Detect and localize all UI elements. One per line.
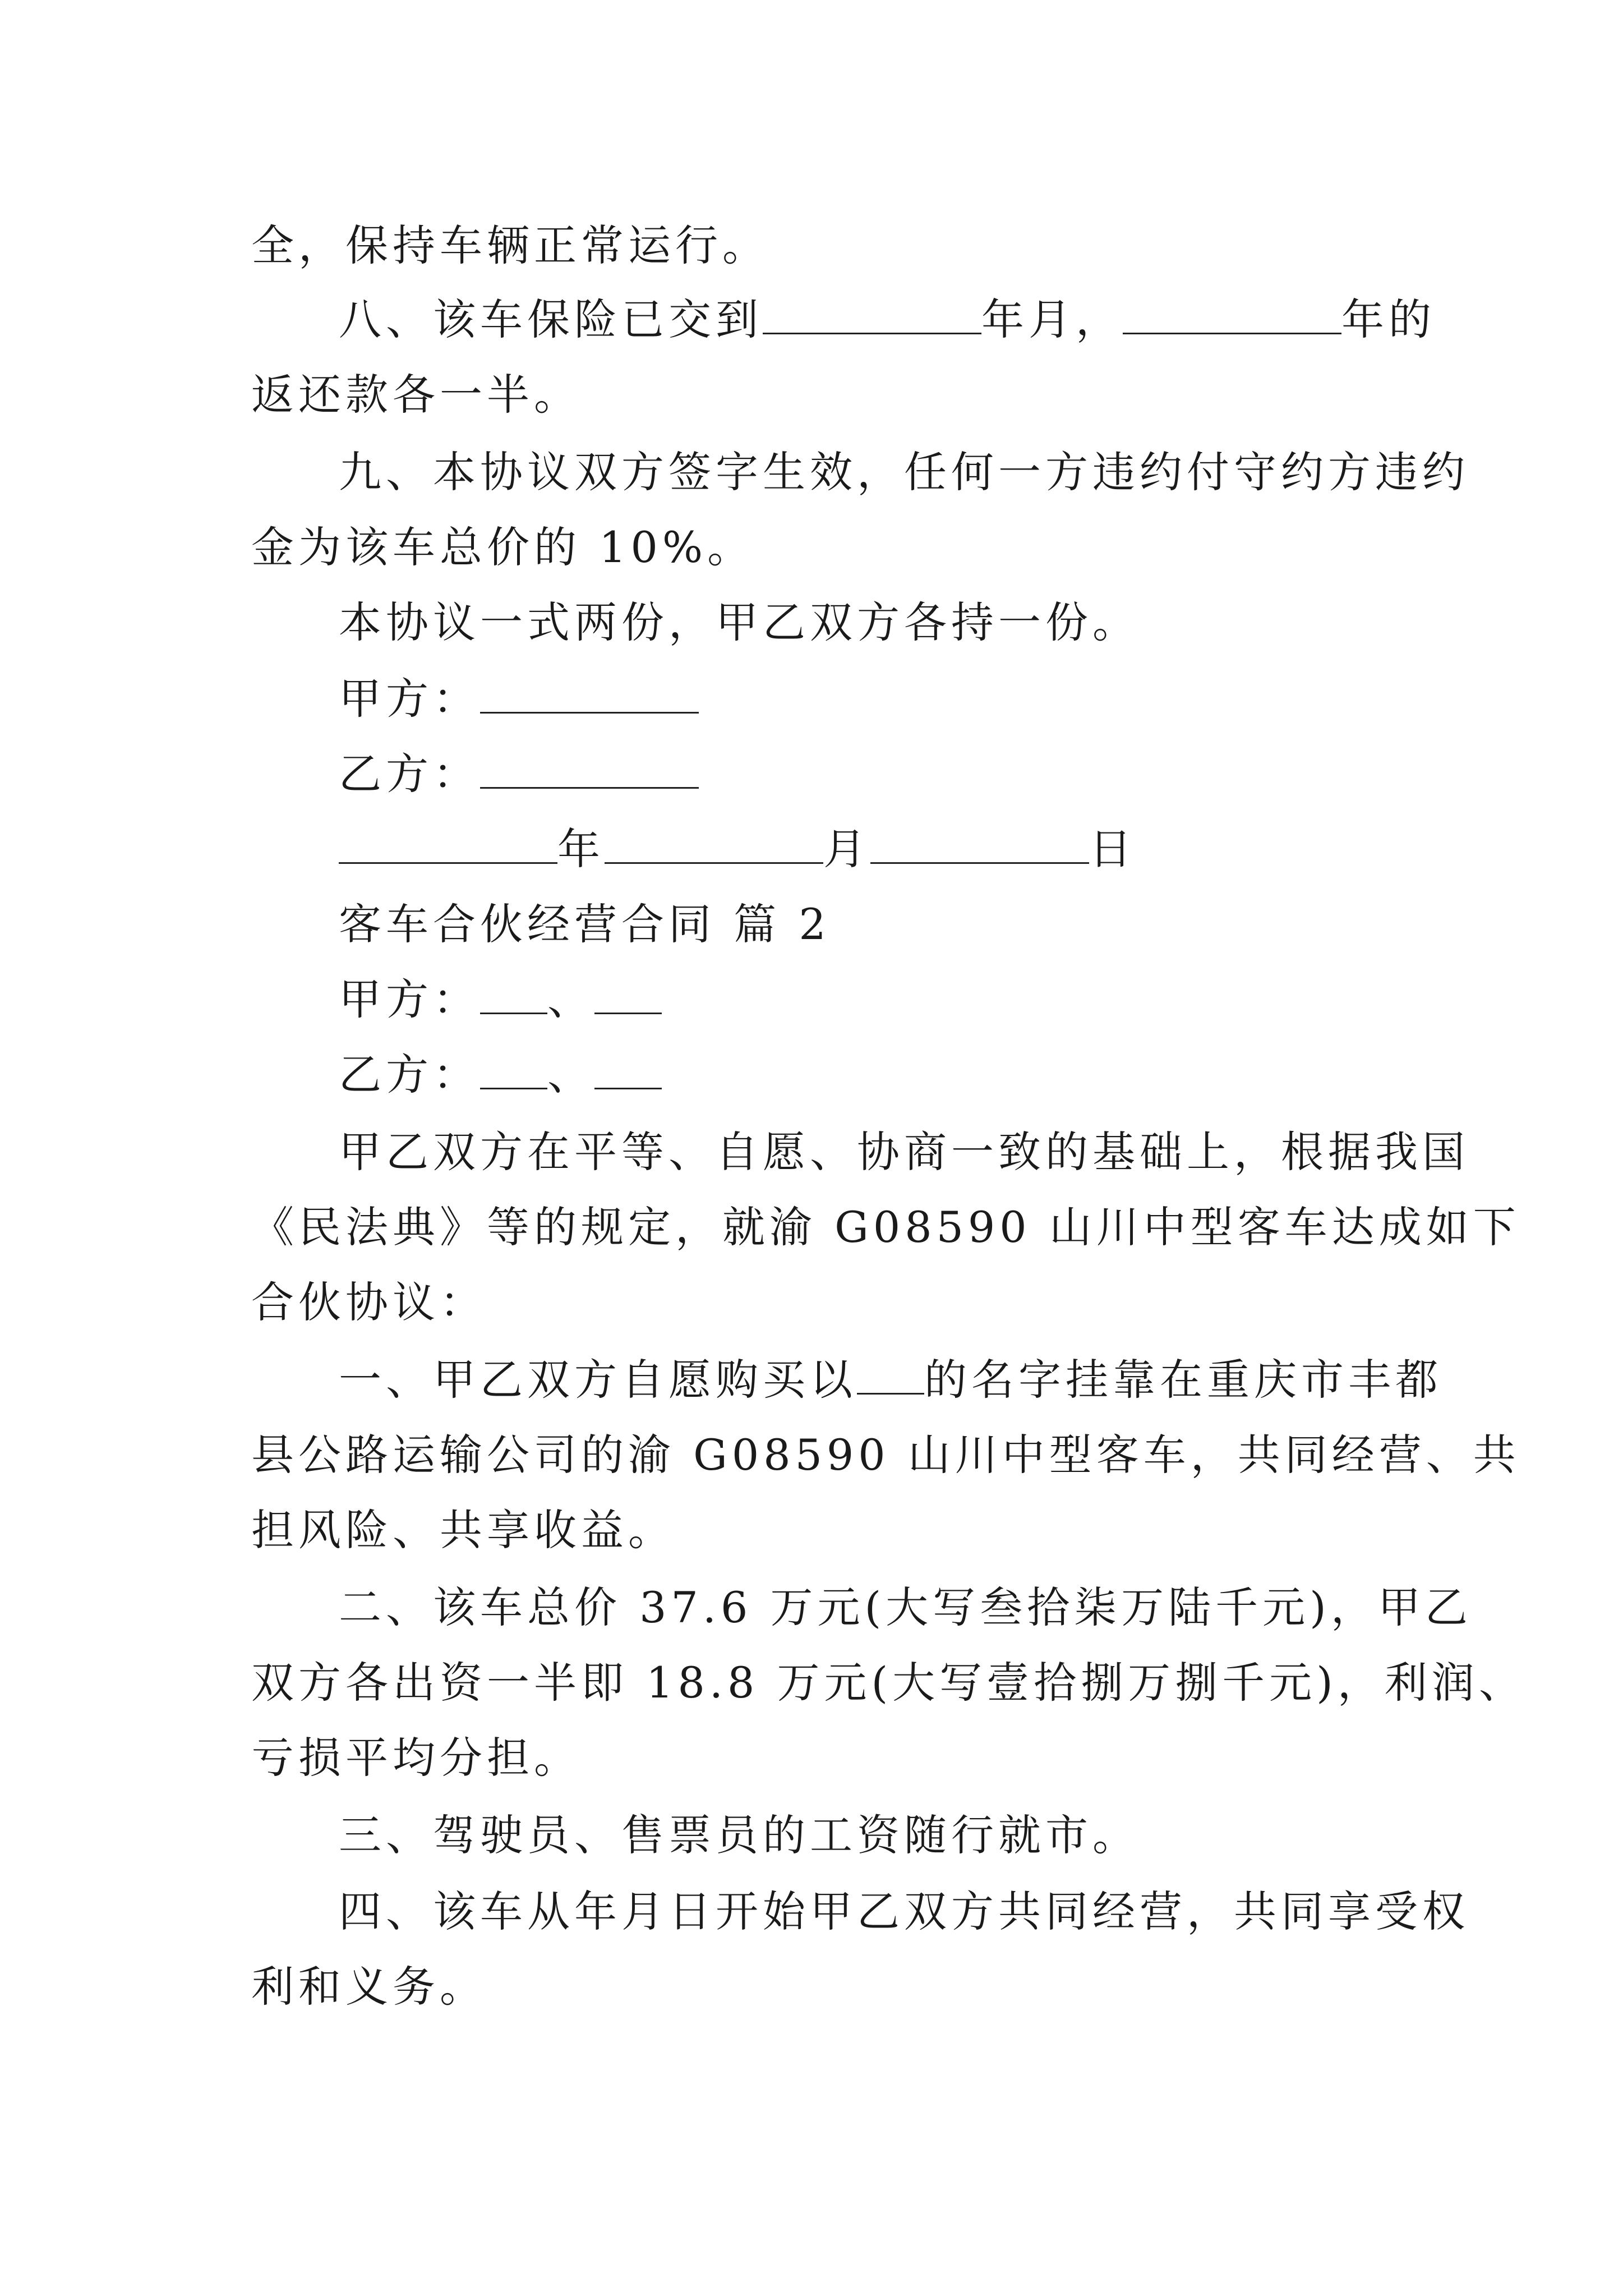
clause-8-text: 返还款各一半。 (251, 370, 581, 420)
year-label: 年 (557, 824, 605, 874)
party-b-label: 乙方： (339, 749, 480, 799)
intro-text: 合伙协议： (251, 1277, 487, 1327)
year-blank (339, 823, 557, 864)
month-label: 月 (823, 824, 870, 874)
day-blank (870, 823, 1089, 864)
blank-underline (480, 1048, 547, 1089)
clause-1-line-1 (339, 1352, 1442, 1408)
clause-1-text: 担风险、共享收益。 (251, 1505, 675, 1555)
clause-9-line-2 (251, 519, 754, 576)
title-text: 客车合伙经营合同 篇 2 (339, 899, 831, 949)
intro-line-3 (251, 1274, 487, 1331)
party-a-signature-line (339, 671, 699, 727)
party-a2-line (339, 972, 662, 1028)
clause-8-line-1 (339, 292, 1436, 348)
clause-4-text: 利和义务。 (251, 1962, 487, 2012)
party-b-signature-line (339, 746, 699, 802)
clause-4-text: 四、该车从年月日开始甲乙双方共同经营，共同享受权 (339, 1887, 1469, 1936)
clause-4-line-1 (339, 1884, 1469, 1940)
blank-underline (1123, 293, 1341, 334)
clause-8-text: 八、该车保险已交到 (339, 295, 763, 344)
copies-line (339, 595, 1140, 651)
clause-4-line-2 (251, 1959, 487, 2015)
blank-underline (594, 973, 662, 1014)
clause-1-text: 一、甲乙双方自愿购买以 (339, 1355, 857, 1405)
intro-text: 《民法典》等的规定，就渝 G08590 山川中型客车达成如下 (251, 1202, 1520, 1252)
clause-8-text: 年月， (981, 295, 1123, 344)
line-text: 全，保持车辆正常运行。 (251, 220, 769, 270)
party-a-label: 甲方： (339, 674, 480, 724)
party-a-label: 甲方： (339, 974, 480, 1024)
clause-2-line-1 (339, 1580, 1472, 1636)
clause-2-text: 双方各出资一半即 18.8 万元(大写壹拾捌万捌千元)，利润、 (251, 1658, 1526, 1708)
blank-underline (594, 1048, 662, 1089)
clause-8-line-2 (251, 367, 581, 423)
separator: 、 (547, 974, 594, 1024)
clause-2-line-3 (251, 1730, 581, 1786)
clause-3-text: 三、驾驶员、售票员的工资随行就市。 (339, 1810, 1140, 1860)
clause-1-line-3 (251, 1502, 675, 1558)
party-b2-line (339, 1047, 662, 1103)
clause-8-text: 年的 (1341, 295, 1436, 344)
clause-1-text: 的名字挂靠在重庆市丰都 (924, 1355, 1442, 1405)
contract-title-2 (339, 896, 831, 953)
clause-2-line-2 (251, 1655, 1526, 1711)
clause-2-text: 亏损平均分担。 (251, 1733, 581, 1783)
signature-blank (480, 673, 699, 714)
clause-1-line-2 (251, 1427, 1520, 1483)
clause-2-text: 二、该车总价 37.6 万元(大写叁拾柒万陆千元)，甲乙 (339, 1582, 1472, 1632)
separator: 、 (547, 1050, 594, 1099)
intro-line-2 (251, 1199, 1520, 1255)
clause-9-line-1 (339, 444, 1469, 500)
blank-underline (480, 973, 547, 1014)
blank-underline (763, 293, 981, 334)
clause-3-line (339, 1807, 1140, 1864)
party-b-label: 乙方： (339, 1050, 480, 1099)
clause-9-text: 金为该车总价的 10%。 (251, 522, 755, 572)
clause-9-text: 九、本协议双方签字生效，任何一方违约付守约方违约 (339, 447, 1469, 497)
copies-text: 本协议一式两份，甲乙双方各持一份。 (339, 597, 1140, 647)
blank-underline (857, 1354, 924, 1395)
intro-line-1 (339, 1124, 1469, 1180)
clause-1-text: 县公路运输公司的渝 G08590 山川中型客车，共同经营、共 (251, 1430, 1520, 1480)
text-line (251, 218, 769, 274)
signature-blank (480, 748, 699, 789)
date-line (339, 821, 1136, 877)
month-blank (605, 823, 823, 864)
day-label: 日 (1089, 824, 1136, 874)
intro-text: 甲乙双方在平等、自愿、协商一致的基础上，根据我国 (339, 1127, 1469, 1177)
